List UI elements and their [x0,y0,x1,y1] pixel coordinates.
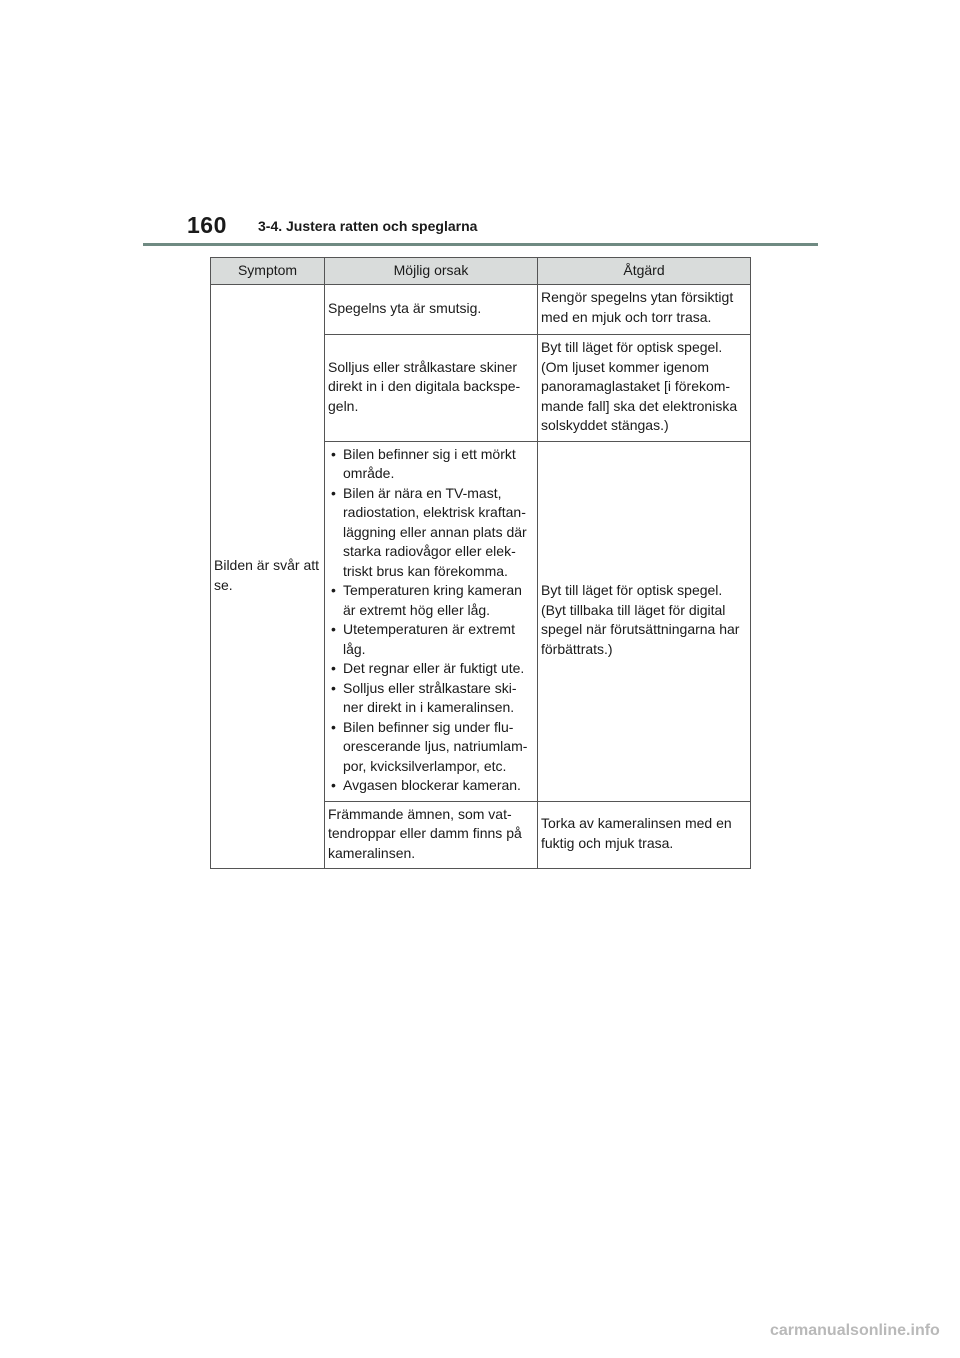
header-divider [143,243,818,246]
cause-list [328,445,534,796]
list-item: • Bilen befinner sig i ett mörkt område. [328,445,534,484]
cause-cell: Spegelns yta är smutsig. [325,285,538,335]
cause-cell [325,441,538,801]
list-item: • Det regnar eller är fuktigt ute. [328,659,534,679]
symptom-cell: Bilden är svår att se. [211,285,325,869]
list-item: • Solljus eller strålkastare ski-ner direkt in i kameralinsen. [328,679,534,718]
table-row [211,285,751,335]
list-item: • Avgasen blockerar kameran. [328,776,534,796]
watermark: carmanualsonline.info [770,1322,940,1339]
page-number: 160 [187,212,227,238]
table-header-row [211,258,751,285]
troubleshooting-table [210,257,751,869]
cause-cell: Solljus eller strålkastare skiner direkt in i den digitala backspe-geln. [325,335,538,442]
list-item: • Utetemperaturen är extremt låg. [328,620,534,659]
column-header-cause: Möjlig orsak [325,258,538,285]
column-header-action: Åtgärd [538,258,751,285]
action-cell: Torka av kameralinsen med en fuktig och mjuk trasa. [538,801,751,869]
column-header-symptom: Symptom [211,258,325,285]
list-item: • Bilen befinner sig under flu-orescerande ljus, natriumlam-por, kvicksilverlampor, etc. [328,718,534,777]
list-item: • Temperaturen kring kameran är extremt hög eller låg. [328,581,534,620]
action-cell: Byt till läget för optisk spegel. (Om ljuset kommer igenom panoramaglastaket [i förekom-mande fall] ska det elektroniska solskyddet stängas.) [538,335,751,442]
cause-cell: Främmande ämnen, som vat-tendroppar eller damm finns på kameralinsen. [325,801,538,869]
list-item: • Bilen är nära en TV-mast, radiostation, elektrisk kraftan-läggning eller annan plats där starka radiovågor eller elek-triskt brus kan förekomma. [328,484,534,582]
action-cell: Byt till läget för optisk spegel. (Byt tillbaka till läget för digital spegel när förutsättningarna har förbättrats.) [538,441,751,801]
section-title: 3-4. Justera ratten och speglarna [258,218,478,234]
action-cell: Rengör spegelns ytan försiktigt med en mjuk och torr trasa. [538,285,751,335]
